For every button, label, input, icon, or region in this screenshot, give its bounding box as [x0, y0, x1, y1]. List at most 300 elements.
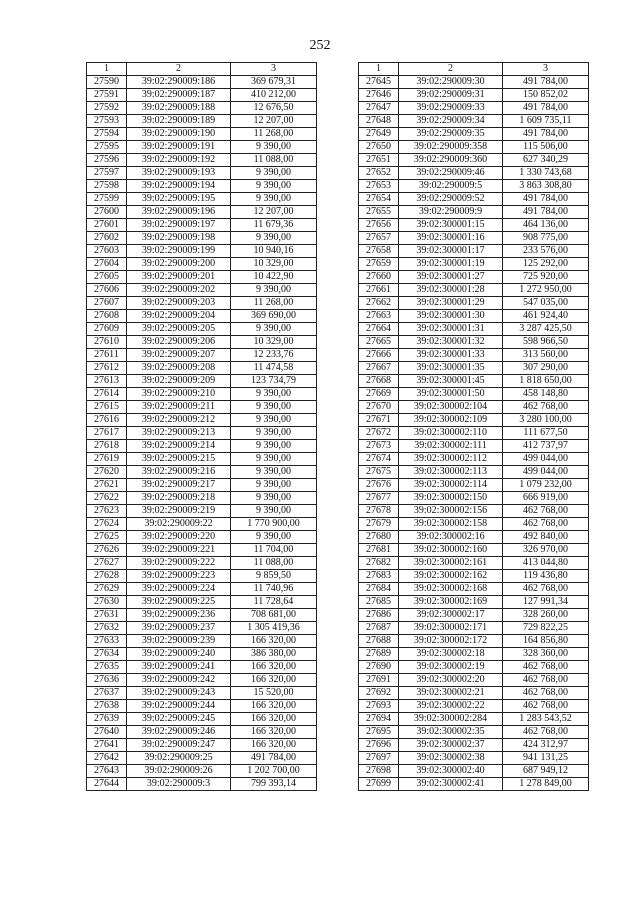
row-number: 27604 — [87, 258, 127, 271]
row-number: 27639 — [87, 713, 127, 726]
cadastral-number: 39:02:290009:201 — [127, 271, 231, 284]
table-row — [359, 544, 589, 557]
row-number: 27606 — [87, 284, 127, 297]
cadastral-value: 10 422,90 — [231, 271, 317, 284]
table-row — [359, 271, 589, 284]
row-number: 27652 — [359, 167, 399, 180]
row-number: 27607 — [87, 297, 127, 310]
row-number: 27616 — [87, 414, 127, 427]
cadastral-number: 39:02:290009:236 — [127, 609, 231, 622]
cadastral-number: 39:02:300002:21 — [399, 687, 503, 700]
cadastral-value: 499 044,00 — [503, 453, 589, 466]
table-row — [87, 739, 317, 752]
row-number: 27597 — [87, 167, 127, 180]
cadastral-value: 150 852,02 — [503, 89, 589, 102]
table-row — [359, 531, 589, 544]
table-row — [359, 102, 589, 115]
table-row — [87, 115, 317, 128]
row-number: 27646 — [359, 89, 399, 102]
row-number: 27677 — [359, 492, 399, 505]
row-number: 27669 — [359, 388, 399, 401]
cadastral-value: 1 305 419,36 — [231, 622, 317, 635]
table-row — [359, 219, 589, 232]
row-number: 27601 — [87, 219, 127, 232]
table-row — [359, 479, 589, 492]
cadastral-value: 1 283 543,52 — [503, 713, 589, 726]
cadastral-value: 9 390,00 — [231, 440, 317, 453]
cadastral-value: 12 233,76 — [231, 349, 317, 362]
row-number: 27614 — [87, 388, 127, 401]
cadastral-number: 39:02:290009:211 — [127, 401, 231, 414]
cadastral-number: 39:02:290009:213 — [127, 427, 231, 440]
cadastral-number: 39:02:300002:172 — [399, 635, 503, 648]
table-row — [87, 271, 317, 284]
cadastral-value: 1 330 743,68 — [503, 167, 589, 180]
row-number: 27687 — [359, 622, 399, 635]
cadastral-number: 39:02:290009:218 — [127, 492, 231, 505]
cadastral-number: 39:02:290009:189 — [127, 115, 231, 128]
table-row — [359, 557, 589, 570]
row-number: 27658 — [359, 245, 399, 258]
table-row — [359, 193, 589, 206]
table-row — [87, 167, 317, 180]
header-col-3: 3 — [231, 63, 317, 76]
cadastral-value: 462 768,00 — [503, 505, 589, 518]
cadastral-value: 491 784,00 — [503, 128, 589, 141]
table-row — [87, 713, 317, 726]
table-row — [87, 362, 317, 375]
cadastral-number: 39:02:300001:50 — [399, 388, 503, 401]
row-number: 27654 — [359, 193, 399, 206]
cadastral-number: 39:02:290009:206 — [127, 336, 231, 349]
table-row — [359, 167, 589, 180]
table-row — [359, 505, 589, 518]
table-row — [359, 349, 589, 362]
table-row — [359, 388, 589, 401]
cadastral-value: 307 290,00 — [503, 362, 589, 375]
cadastral-value: 729 822,25 — [503, 622, 589, 635]
row-number: 27667 — [359, 362, 399, 375]
table-row — [87, 544, 317, 557]
cadastral-number: 39:02:290009:191 — [127, 141, 231, 154]
row-number: 27625 — [87, 531, 127, 544]
cadastral-value: 119 436,80 — [503, 570, 589, 583]
cadastral-number: 39:02:290009:34 — [399, 115, 503, 128]
table-row — [87, 765, 317, 778]
cadastral-value: 369 690,00 — [231, 310, 317, 323]
table-row — [87, 401, 317, 414]
table-row — [359, 752, 589, 765]
cadastral-number: 39:02:290009:241 — [127, 661, 231, 674]
cadastral-number: 39:02:290009:212 — [127, 414, 231, 427]
table-row — [359, 622, 589, 635]
row-number: 27630 — [87, 596, 127, 609]
row-number: 27694 — [359, 713, 399, 726]
cadastral-value: 9 390,00 — [231, 401, 317, 414]
header-col-3: 3 — [503, 63, 589, 76]
cadastral-number: 39:02:300002:110 — [399, 427, 503, 440]
cadastral-value: 547 035,00 — [503, 297, 589, 310]
table-row — [87, 89, 317, 102]
cadastral-value: 9 390,00 — [231, 505, 317, 518]
cadastral-number: 39:02:290009:207 — [127, 349, 231, 362]
cadastral-value: 1 278 849,00 — [503, 778, 589, 791]
row-number: 27674 — [359, 453, 399, 466]
table-row — [87, 557, 317, 570]
cadastral-number: 39:02:300002:158 — [399, 518, 503, 531]
cadastral-number: 39:02:300002:113 — [399, 466, 503, 479]
cadastral-value: 424 312,97 — [503, 739, 589, 752]
cadastral-number: 39:02:300002:17 — [399, 609, 503, 622]
cadastral-number: 39:02:290009:30 — [399, 76, 503, 89]
row-number: 27685 — [359, 596, 399, 609]
row-number: 27644 — [87, 778, 127, 791]
cadastral-value: 412 737,97 — [503, 440, 589, 453]
cadastral-value: 491 784,00 — [503, 102, 589, 115]
cadastral-number: 39:02:290009:52 — [399, 193, 503, 206]
row-number: 27683 — [359, 570, 399, 583]
header-col-1: 1 — [87, 63, 127, 76]
cadastral-value: 11 088,00 — [231, 154, 317, 167]
cadastral-number: 39:02:300002:150 — [399, 492, 503, 505]
table-row — [87, 336, 317, 349]
cadastral-value: 328 260,00 — [503, 609, 589, 622]
row-number: 27608 — [87, 310, 127, 323]
cadastral-value: 413 044,80 — [503, 557, 589, 570]
cadastral-value: 598 966,50 — [503, 336, 589, 349]
row-number: 27651 — [359, 154, 399, 167]
row-number: 27591 — [87, 89, 127, 102]
registry-table-right — [358, 62, 589, 791]
cadastral-number: 39:02:290009:222 — [127, 557, 231, 570]
cadastral-value: 125 292,00 — [503, 258, 589, 271]
cadastral-number: 39:02:300002:38 — [399, 752, 503, 765]
cadastral-number: 39:02:290009:240 — [127, 648, 231, 661]
cadastral-value: 10 329,00 — [231, 336, 317, 349]
row-number: 27665 — [359, 336, 399, 349]
cadastral-number: 39:02:300002:41 — [399, 778, 503, 791]
row-number: 27664 — [359, 323, 399, 336]
cadastral-value: 11 474,58 — [231, 362, 317, 375]
cadastral-value: 464 136,00 — [503, 219, 589, 232]
cadastral-number: 39:02:290009:193 — [127, 167, 231, 180]
cadastral-number: 39:02:300001:16 — [399, 232, 503, 245]
table-row — [87, 661, 317, 674]
row-number: 27620 — [87, 466, 127, 479]
row-number: 27681 — [359, 544, 399, 557]
row-number: 27613 — [87, 375, 127, 388]
row-number: 27648 — [359, 115, 399, 128]
table-row — [87, 245, 317, 258]
row-number: 27638 — [87, 700, 127, 713]
cadastral-value: 11 088,00 — [231, 557, 317, 570]
table-row — [359, 414, 589, 427]
row-number: 27650 — [359, 141, 399, 154]
cadastral-value: 11 268,00 — [231, 128, 317, 141]
cadastral-number: 39:02:290009:209 — [127, 375, 231, 388]
table-row — [87, 466, 317, 479]
table-row — [359, 297, 589, 310]
table-row — [359, 401, 589, 414]
cadastral-number: 39:02:300001:15 — [399, 219, 503, 232]
table-row — [359, 635, 589, 648]
row-number: 27661 — [359, 284, 399, 297]
row-number: 27632 — [87, 622, 127, 635]
cadastral-number: 39:02:300001:19 — [399, 258, 503, 271]
row-number: 27670 — [359, 401, 399, 414]
cadastral-number: 39:02:290009:358 — [399, 141, 503, 154]
cadastral-value: 123 734,79 — [231, 375, 317, 388]
row-number: 27637 — [87, 687, 127, 700]
row-number: 27680 — [359, 531, 399, 544]
table-row — [87, 726, 317, 739]
cadastral-value: 9 390,00 — [231, 167, 317, 180]
cadastral-number: 39:02:300002:169 — [399, 596, 503, 609]
cadastral-value: 666 919,00 — [503, 492, 589, 505]
row-number: 27693 — [359, 700, 399, 713]
cadastral-value: 9 859,50 — [231, 570, 317, 583]
row-number: 27647 — [359, 102, 399, 115]
cadastral-number: 39:02:300002:112 — [399, 453, 503, 466]
row-number: 27690 — [359, 661, 399, 674]
cadastral-value: 166 320,00 — [231, 739, 317, 752]
cadastral-number: 39:02:290009:194 — [127, 180, 231, 193]
cadastral-number: 39:02:290009:192 — [127, 154, 231, 167]
row-number: 27605 — [87, 271, 127, 284]
row-number: 27640 — [87, 726, 127, 739]
cadastral-value: 369 679,31 — [231, 76, 317, 89]
cadastral-value: 491 784,00 — [503, 76, 589, 89]
row-number: 27688 — [359, 635, 399, 648]
registry-table-left — [86, 62, 317, 791]
row-number: 27592 — [87, 102, 127, 115]
cadastral-number: 39:02:290009:9 — [399, 206, 503, 219]
cadastral-number: 39:02:290009:31 — [399, 89, 503, 102]
header-col-1: 1 — [359, 63, 399, 76]
table-row — [359, 778, 589, 791]
table-row — [87, 778, 317, 791]
row-number: 27621 — [87, 479, 127, 492]
cadastral-number: 39:02:290009:5 — [399, 180, 503, 193]
cadastral-number: 39:02:290009:197 — [127, 219, 231, 232]
row-number: 27662 — [359, 297, 399, 310]
table-row — [87, 635, 317, 648]
row-number: 27673 — [359, 440, 399, 453]
row-number: 27645 — [359, 76, 399, 89]
cadastral-number: 39:02:290009:199 — [127, 245, 231, 258]
cadastral-number: 39:02:300001:31 — [399, 323, 503, 336]
table-row — [87, 128, 317, 141]
table-row — [87, 180, 317, 193]
cadastral-value: 462 768,00 — [503, 726, 589, 739]
cadastral-value: 627 340,29 — [503, 154, 589, 167]
table-row — [87, 141, 317, 154]
table-row — [359, 674, 589, 687]
row-number: 27610 — [87, 336, 127, 349]
table-row — [359, 258, 589, 271]
table-row — [359, 206, 589, 219]
cadastral-number: 39:02:290009:208 — [127, 362, 231, 375]
cadastral-value: 708 681,00 — [231, 609, 317, 622]
row-number: 27627 — [87, 557, 127, 570]
cadastral-number: 39:02:300002:35 — [399, 726, 503, 739]
cadastral-value: 908 775,00 — [503, 232, 589, 245]
row-number: 27623 — [87, 505, 127, 518]
table-row — [87, 414, 317, 427]
row-number: 27596 — [87, 154, 127, 167]
cadastral-value: 1 770 900,00 — [231, 518, 317, 531]
row-number: 27642 — [87, 752, 127, 765]
cadastral-number: 39:02:300002:37 — [399, 739, 503, 752]
cadastral-number: 39:02:300002:171 — [399, 622, 503, 635]
cadastral-number: 39:02:290009:204 — [127, 310, 231, 323]
cadastral-number: 39:02:300002:109 — [399, 414, 503, 427]
row-number: 27600 — [87, 206, 127, 219]
cadastral-number: 39:02:290009:224 — [127, 583, 231, 596]
cadastral-value: 10 329,00 — [231, 258, 317, 271]
cadastral-number: 39:02:290009:216 — [127, 466, 231, 479]
cadastral-value: 166 320,00 — [231, 700, 317, 713]
cadastral-value: 127 991,34 — [503, 596, 589, 609]
cadastral-value: 9 390,00 — [231, 193, 317, 206]
row-number: 27593 — [87, 115, 127, 128]
table-row — [87, 349, 317, 362]
table-row — [359, 115, 589, 128]
cadastral-number: 39:02:300002:284 — [399, 713, 503, 726]
table-row — [87, 310, 317, 323]
cadastral-value: 328 360,00 — [503, 648, 589, 661]
row-number: 27689 — [359, 648, 399, 661]
cadastral-value: 9 390,00 — [231, 453, 317, 466]
table-row — [359, 141, 589, 154]
table-row — [359, 661, 589, 674]
cadastral-number: 39:02:290009:244 — [127, 700, 231, 713]
cadastral-value: 166 320,00 — [231, 674, 317, 687]
cadastral-number: 39:02:300002:40 — [399, 765, 503, 778]
cadastral-number: 39:02:290009:220 — [127, 531, 231, 544]
cadastral-number: 39:02:300002:168 — [399, 583, 503, 596]
cadastral-number: 39:02:300001:35 — [399, 362, 503, 375]
row-number: 27641 — [87, 739, 127, 752]
table-row — [359, 570, 589, 583]
cadastral-value: 491 784,00 — [231, 752, 317, 765]
row-number: 27679 — [359, 518, 399, 531]
table-row — [87, 479, 317, 492]
table-row — [359, 739, 589, 752]
cadastral-number: 39:02:290009:202 — [127, 284, 231, 297]
cadastral-number: 39:02:300001:17 — [399, 245, 503, 258]
row-number: 27678 — [359, 505, 399, 518]
cadastral-number: 39:02:300001:28 — [399, 284, 503, 297]
table-row — [359, 726, 589, 739]
cadastral-value: 410 212,00 — [231, 89, 317, 102]
cadastral-number: 39:02:300001:45 — [399, 375, 503, 388]
row-number: 27682 — [359, 557, 399, 570]
table-row — [359, 76, 589, 89]
table-row — [359, 596, 589, 609]
cadastral-value: 12 676,50 — [231, 102, 317, 115]
cadastral-number: 39:02:300001:29 — [399, 297, 503, 310]
cadastral-value: 687 949,12 — [503, 765, 589, 778]
table-row — [87, 284, 317, 297]
row-number: 27603 — [87, 245, 127, 258]
cadastral-number: 39:02:290009:3 — [127, 778, 231, 791]
row-number: 27643 — [87, 765, 127, 778]
cadastral-value: 166 320,00 — [231, 635, 317, 648]
cadastral-number: 39:02:300002:18 — [399, 648, 503, 661]
cadastral-value: 115 506,00 — [503, 141, 589, 154]
cadastral-number: 39:02:290009:245 — [127, 713, 231, 726]
table-row — [87, 388, 317, 401]
table-row — [87, 700, 317, 713]
row-number: 27668 — [359, 375, 399, 388]
table-row — [87, 583, 317, 596]
cadastral-value: 233 576,00 — [503, 245, 589, 258]
table-row — [87, 505, 317, 518]
table-row — [359, 232, 589, 245]
cadastral-value: 1 609 735,11 — [503, 115, 589, 128]
row-number: 27696 — [359, 739, 399, 752]
row-number: 27697 — [359, 752, 399, 765]
cadastral-value: 9 390,00 — [231, 180, 317, 193]
cadastral-value: 1 202 700,00 — [231, 765, 317, 778]
table-row — [87, 440, 317, 453]
cadastral-value: 1 272 950,00 — [503, 284, 589, 297]
row-number: 27624 — [87, 518, 127, 531]
row-number: 27698 — [359, 765, 399, 778]
cadastral-value: 166 320,00 — [231, 726, 317, 739]
cadastral-value: 11 679,36 — [231, 219, 317, 232]
row-number: 27590 — [87, 76, 127, 89]
row-number: 27631 — [87, 609, 127, 622]
table-row — [87, 375, 317, 388]
cadastral-value: 499 044,00 — [503, 466, 589, 479]
cadastral-number: 39:02:300001:27 — [399, 271, 503, 284]
row-number: 27649 — [359, 128, 399, 141]
table-row — [87, 323, 317, 336]
cadastral-number: 39:02:290009:33 — [399, 102, 503, 115]
cadastral-value: 9 390,00 — [231, 232, 317, 245]
cadastral-number: 39:02:290009:237 — [127, 622, 231, 635]
cadastral-number: 39:02:290009:200 — [127, 258, 231, 271]
table-row — [87, 518, 317, 531]
cadastral-value: 11 728,64 — [231, 596, 317, 609]
row-number: 27633 — [87, 635, 127, 648]
cadastral-number: 39:02:300002:20 — [399, 674, 503, 687]
cadastral-number: 39:02:290009:214 — [127, 440, 231, 453]
cadastral-value: 799 393,14 — [231, 778, 317, 791]
cadastral-number: 39:02:300002:22 — [399, 700, 503, 713]
row-number: 27660 — [359, 271, 399, 284]
cadastral-value: 462 768,00 — [503, 674, 589, 687]
cadastral-value: 9 390,00 — [231, 414, 317, 427]
row-number: 27626 — [87, 544, 127, 557]
cadastral-number: 39:02:290009:26 — [127, 765, 231, 778]
table-row — [359, 310, 589, 323]
row-number: 27617 — [87, 427, 127, 440]
cadastral-value: 9 390,00 — [231, 479, 317, 492]
cadastral-value: 725 920,00 — [503, 271, 589, 284]
table-row — [87, 570, 317, 583]
row-number: 27666 — [359, 349, 399, 362]
row-number: 27676 — [359, 479, 399, 492]
cadastral-number: 39:02:300002:162 — [399, 570, 503, 583]
cadastral-number: 39:02:290009:188 — [127, 102, 231, 115]
cadastral-value: 9 390,00 — [231, 531, 317, 544]
row-number: 27598 — [87, 180, 127, 193]
row-number: 27656 — [359, 219, 399, 232]
cadastral-value: 9 390,00 — [231, 466, 317, 479]
